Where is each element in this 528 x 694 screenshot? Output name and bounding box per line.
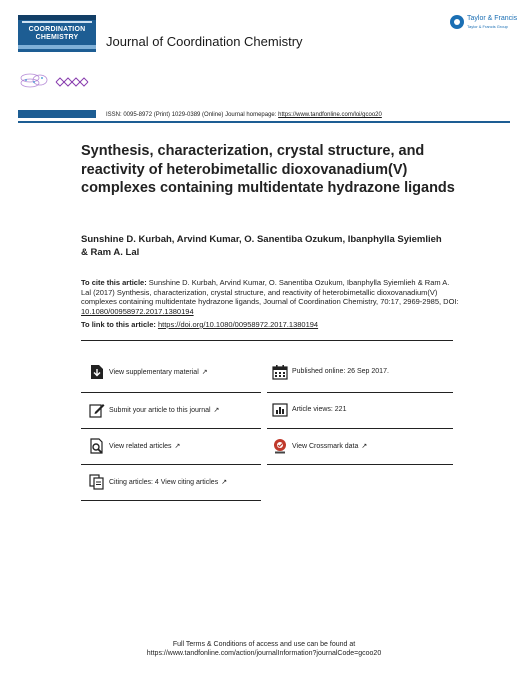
published-online-info — [264, 358, 454, 392]
external-link-icon: ↗ — [213, 407, 220, 414]
row-divider — [267, 428, 453, 429]
external-link-icon: ↗ — [174, 443, 181, 450]
external-link-icon: ↗ — [201, 369, 208, 376]
row-divider — [81, 464, 261, 465]
article-doi-url[interactable]: https://doi.org/10.1080/00958972.2017.1380194 — [157, 320, 319, 329]
citing-label: Citing articles: 4 View citing articles — [109, 479, 219, 486]
calendar-icon — [272, 364, 288, 380]
row-divider — [81, 500, 261, 501]
bar-chart-icon — [272, 402, 288, 418]
article-views-text: Article views: 221 — [292, 406, 347, 413]
citation-text: Sunshine D. Kurbah, Arvind Kumar, O. Sanentiba Ozukum, Ibanphylla Syiemlieh & Ram A. Lal (2017) Synthesis, characterization, crystal structure, and reactivity of heterobimetallic dioxovanadium(V) complexes containing multidentate hydrazone ligands, Journal of Coordination Chemistry, 70:17, 2969-2985, DOI: — [81, 278, 459, 307]
tf-logo-icon — [450, 15, 464, 29]
header-divider — [18, 121, 510, 123]
journal-title[interactable]: Journal of Coordination Chemistry — [106, 34, 303, 49]
citation-doi-link[interactable]: 10.1080/00958972.2017.1380194 — [81, 306, 194, 316]
cover-title: COORDINATION CHEMISTRY — [28, 26, 86, 41]
footer — [0, 640, 528, 658]
edit-pencil-icon — [89, 402, 105, 418]
citing-articles-icon — [89, 474, 105, 490]
download-document-icon — [89, 364, 105, 380]
row-divider — [267, 464, 453, 465]
external-link-icon: ↗ — [221, 479, 228, 486]
footer-terms-text: Full Terms & Conditions of access and use can be found at — [172, 641, 356, 648]
citation-label: To cite this article: — [81, 278, 149, 287]
link-label: To link to this article: — [81, 320, 158, 329]
issn-line — [106, 112, 382, 118]
issn-text: ISSN: 0095-8972 (Print) 1029-0389 (Online) Journal homepage: — [106, 112, 279, 118]
article-authors: Sunshine D. Kurbah, Arvind Kumar, O. Sanentiba Ozukum, Ibanphylla Syiemlieh & Ram A. Lal — [81, 234, 442, 258]
supplementary-label: View supplementary material — [109, 369, 199, 376]
tf-logo-tagline: Taylor & Francis Group — [467, 24, 508, 29]
journal-cover-image — [18, 15, 96, 52]
submit-label: Submit your article to this journal — [109, 407, 211, 414]
citation-block — [81, 278, 461, 316]
tf-logo-name: Taylor & Francis — [467, 15, 518, 22]
row-divider — [81, 428, 261, 429]
crossmark-icon — [272, 438, 288, 454]
row-divider — [267, 392, 453, 393]
footer-terms-link[interactable]: https://www.tandfonline.com/action/journalInformation?journalCode=gcoo20 — [146, 650, 382, 657]
related-label: View related articles — [109, 443, 172, 450]
row-divider — [81, 392, 261, 393]
external-link-icon: ↗ — [361, 443, 368, 450]
citing-articles-link[interactable] — [81, 468, 261, 502]
article-views-info — [264, 396, 454, 430]
crossmark-label: View Crossmark data — [292, 443, 359, 450]
header-rule-block — [18, 110, 96, 118]
link-to-article — [81, 320, 318, 329]
journal-homepage-link[interactable]: https://www.tandfonline.com/loi/gcoo20 — [278, 112, 382, 118]
view-related-articles-link[interactable] — [81, 432, 261, 466]
view-crossmark-link[interactable] — [264, 432, 454, 466]
published-online-text: Published online: 26 Sep 2017. — [292, 368, 389, 375]
submit-article-link[interactable] — [81, 396, 261, 430]
journal-graphic-image — [18, 68, 96, 96]
links-top-divider — [81, 340, 453, 341]
view-supplementary-link[interactable] — [81, 358, 261, 392]
taylor-francis-logo[interactable] — [450, 14, 518, 34]
article-title: Synthesis, characterization, crystal structure, and reactivity of heterobimetallic dioxovanadium(V) complexes containing multidentate hydrazone ligands — [81, 143, 455, 196]
document-search-icon — [89, 438, 105, 454]
